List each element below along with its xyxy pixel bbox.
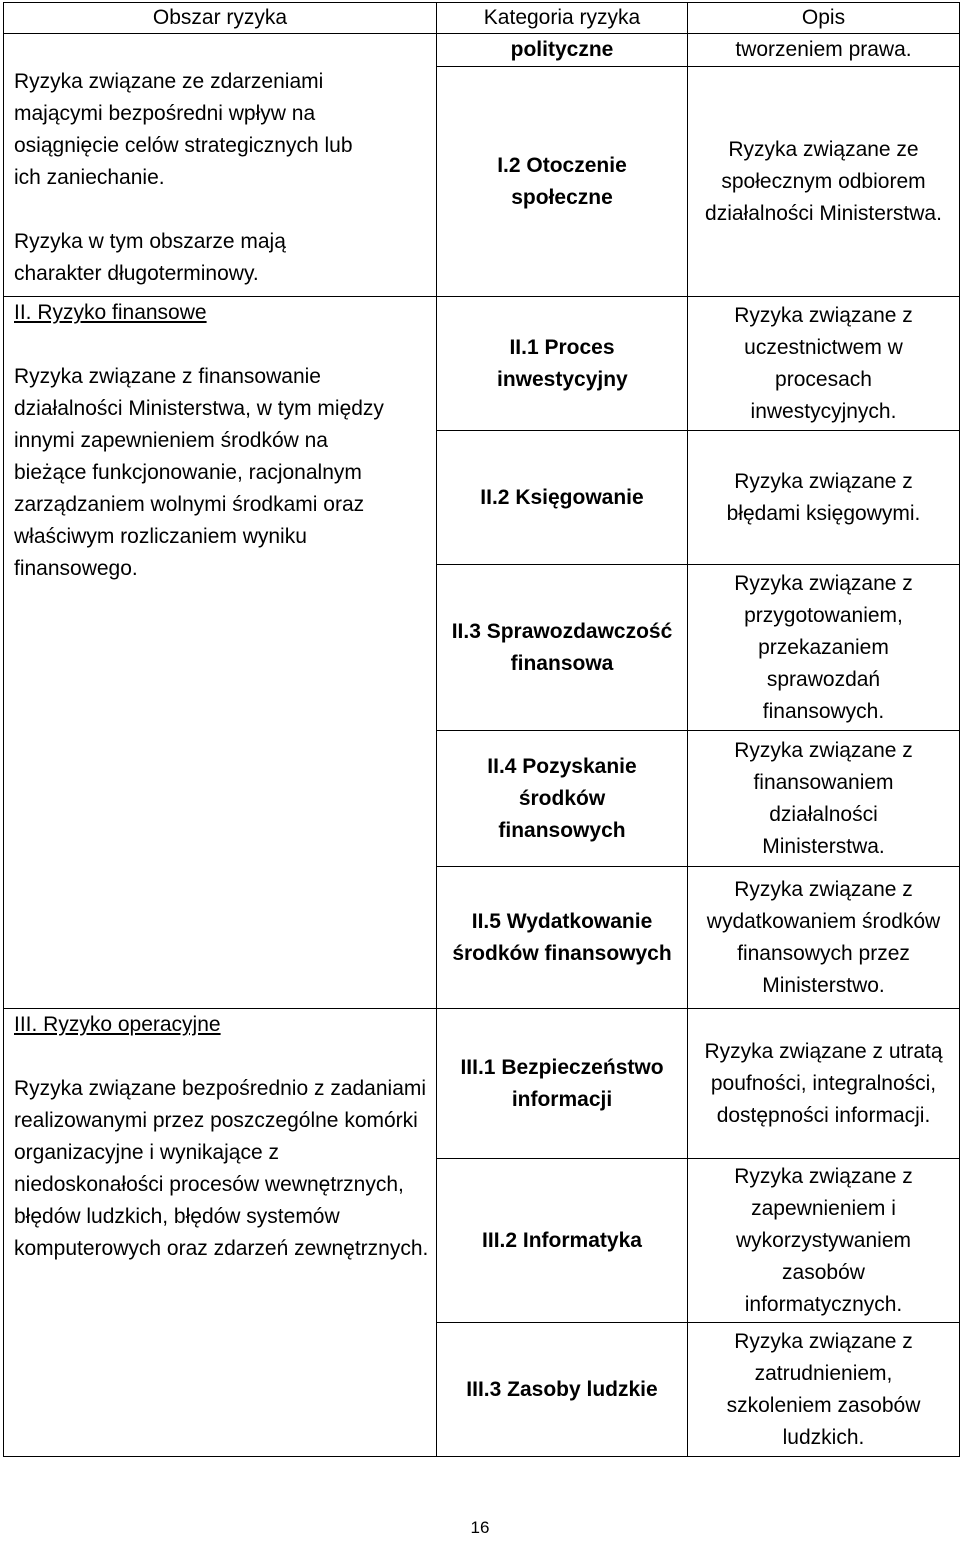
description-cell: Ryzyka związane z zatrudnieniem, szkoleniem zasobów ludzkich. <box>688 1323 960 1457</box>
category-cell: III.3 Zasoby ludzkie <box>437 1323 688 1457</box>
header-area: Obszar ryzyka <box>4 3 437 34</box>
category-cell: III.1 Bezpieczeństwo informacji <box>437 1009 688 1159</box>
page-number: 16 <box>470 1518 490 1537</box>
category-cell: III.2 Informatyka <box>437 1159 688 1323</box>
area-cell-2 <box>4 297 437 1009</box>
description-cell: Ryzyka związane z finansowaniem działalności Ministerstwa. <box>688 731 960 867</box>
category-cell: I.2 Otoczenie społeczne <box>437 67 688 297</box>
category-cell: II.4 Pozyskanie środków finansowych <box>437 731 688 867</box>
header-description: Opis <box>688 3 960 34</box>
header-row <box>4 3 960 34</box>
area-1-line: mającymi bezpośredni wpływ na <box>14 102 316 125</box>
area-1-note: charakter długoterminowy. <box>14 262 259 285</box>
area-cell-3 <box>4 1009 437 1457</box>
area-cell-1 <box>4 34 437 297</box>
category-cell: polityczne <box>437 34 688 67</box>
category-cell: II.2 Księgowanie <box>437 431 688 565</box>
area-1-note: Ryzyka w tym obszarze mają <box>14 230 286 253</box>
category-cell: II.3 Sprawozdawczość finansowa <box>437 565 688 731</box>
area-3-description: Ryzyka związane bezpośrednio z zadaniami realizowanymi przez poszczególne komórki organizacyjne i wynikające z niedoskonałości procesów wewnętrznych, błędów ludzkich, błędów systemów komputerowych oraz zdarzeń zewnętrznych. <box>14 1077 429 1260</box>
risk-table <box>3 2 960 1457</box>
area-1-line: ich zaniechanie. <box>14 166 165 189</box>
area-1-line: osiągnięcie celów strategicznych lub <box>14 134 353 157</box>
category-cell: II.5 Wydatkowanie środków finansowych <box>437 867 688 1009</box>
description-cell: Ryzyka związane z zapewnieniem i wykorzystywaniem zasobów informatycznych. <box>688 1159 960 1323</box>
description-cell: Ryzyka związane z uczestnictwem w procesach inwestycyjnych. <box>688 297 960 431</box>
area-2-heading: II. Ryzyko finansowe <box>14 301 207 324</box>
table-row <box>4 34 960 67</box>
description-cell: Ryzyka związane z wydatkowaniem środków finansowych przez Ministerstwo. <box>688 867 960 1009</box>
description-cell: Ryzyka związane ze społecznym odbiorem działalności Ministerstwa. <box>688 67 960 297</box>
table-row <box>4 297 960 431</box>
area-2-description: Ryzyka związane z finansowanie działalności Ministerstwa, w tym między innymi zapewnieniem środków na bieżące funkcjonowanie, racjonalnym zarządzaniem wolnymi środkami oraz właściwym rozliczaniem wyniku finansowego. <box>14 365 384 580</box>
table-row <box>4 1009 960 1159</box>
category-cell: II.1 Proces inwestycyjny <box>437 297 688 431</box>
description-cell: Ryzyka związane z błędami księgowymi. <box>688 431 960 565</box>
area-3-heading: III. Ryzyko operacyjne <box>14 1013 221 1036</box>
area-1-line: Ryzyka związane ze zdarzeniami <box>14 70 324 93</box>
description-cell: tworzeniem prawa. <box>688 34 960 67</box>
description-cell: Ryzyka związane z utratą poufności, integralności, dostępności informacji. <box>688 1009 960 1159</box>
description-cell: Ryzyka związane z przygotowaniem, przekazaniem sprawozdań finansowych. <box>688 565 960 731</box>
header-category: Kategoria ryzyka <box>437 3 688 34</box>
